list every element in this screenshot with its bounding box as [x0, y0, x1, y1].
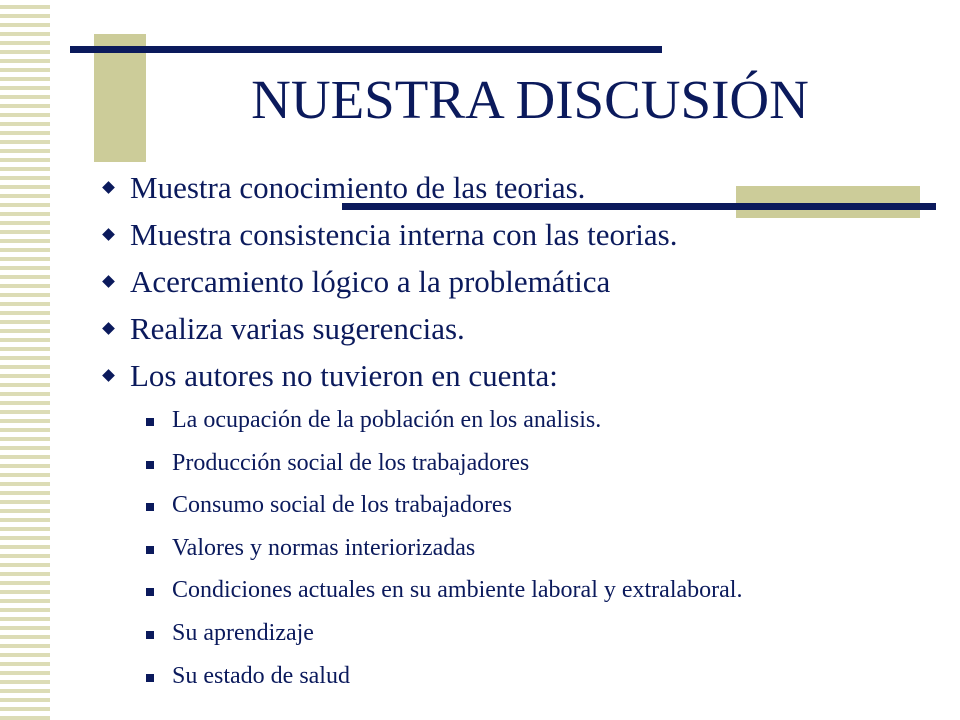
bullet-item	[102, 305, 952, 352]
diamond-bullet-icon	[102, 369, 115, 382]
bullet-text: Muestra conocimiento de las teorias.	[130, 170, 586, 205]
bullet-item	[102, 352, 952, 399]
sub-bullet-list	[102, 399, 952, 697]
sub-bullet-text: Valores y normas interiorizadas	[172, 534, 476, 561]
sub-bullet-text: Condiciones actuales en su ambiente laboral y extralaboral.	[172, 577, 743, 604]
slide-title: NUESTRA DISCUSIÓN	[251, 69, 809, 130]
sub-bullet-item	[102, 484, 952, 527]
sub-bullet-item	[102, 399, 952, 442]
bullet-item	[102, 164, 952, 211]
diamond-bullet-icon	[102, 181, 115, 194]
sub-bullet-text: Su estado de salud	[172, 662, 350, 689]
square-bullet-icon	[146, 631, 154, 639]
bullet-text: Los autores no tuvieron en cuenta:	[130, 358, 558, 393]
sub-bullet-item	[102, 655, 952, 698]
diamond-bullet-icon	[102, 275, 115, 288]
bullet-text: Acercamiento lógico a la problemática	[130, 264, 611, 299]
sub-bullet-group	[102, 399, 952, 697]
sub-bullet-item	[102, 442, 952, 485]
sub-bullet-text: Su aprendizaje	[172, 619, 314, 646]
sub-bullet-item	[102, 612, 952, 655]
bullet-text: Muestra consistencia interna con las teorias.	[130, 217, 678, 252]
sub-bullet-item	[102, 527, 952, 570]
bullet-list	[102, 164, 952, 697]
diamond-bullet-icon	[102, 322, 115, 335]
square-bullet-icon	[146, 546, 154, 554]
square-bullet-icon	[146, 503, 154, 511]
bullet-text: Realiza varias sugerencias.	[130, 311, 465, 346]
sub-bullet-text: La ocupación de la población en los analisis.	[172, 407, 602, 433]
diamond-bullet-icon	[102, 228, 115, 241]
sub-bullet-item	[102, 569, 952, 612]
sub-bullet-text: Producción social de los trabajadores	[172, 449, 530, 476]
square-bullet-icon	[146, 588, 154, 596]
square-bullet-icon	[146, 461, 154, 469]
bullet-item	[102, 258, 952, 305]
bullet-item	[102, 211, 952, 258]
square-bullet-icon	[146, 674, 154, 682]
sub-bullet-text: Consumo social de los trabajadores	[172, 492, 512, 519]
square-bullet-icon	[146, 418, 154, 426]
decorative-rule-top	[70, 46, 662, 53]
